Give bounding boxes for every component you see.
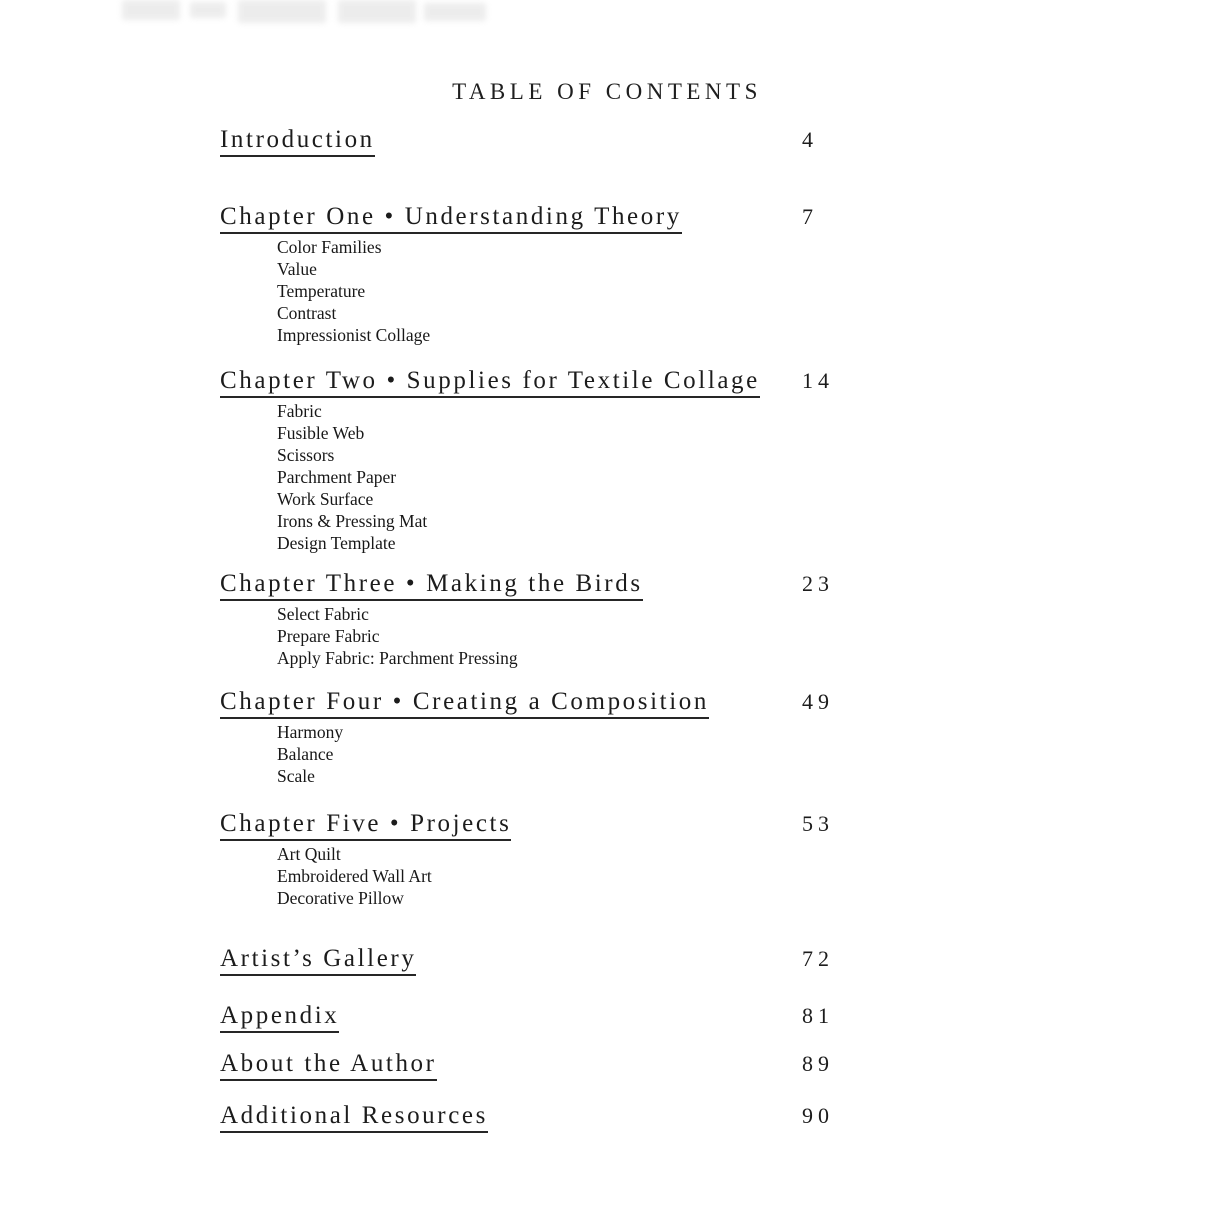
toc-subitem: Value: [277, 259, 317, 279]
toc-subitems-chapter-four: [277, 721, 1214, 787]
toc-subitem: Art Quilt: [277, 844, 341, 864]
toc-entry-page-number: 72: [802, 946, 834, 971]
page-title: TABLE OF CONTENTS: [452, 79, 762, 104]
toc-entry-introduction: [220, 126, 1214, 157]
toc-subitem: Impressionist Collage: [277, 325, 431, 345]
toc-entry-appendix: [220, 1002, 1214, 1033]
toc-subitem: Temperature: [277, 281, 366, 301]
toc-entry-page-number: 49: [802, 689, 834, 714]
toc-entry-label: Artist’s Gallery: [220, 945, 416, 976]
toc-subitem: Balance: [277, 744, 334, 764]
toc-subitems-chapter-two: [277, 400, 1214, 554]
toc-subitem: Scissors: [277, 445, 335, 465]
toc-subitems-chapter-five: [277, 843, 1214, 909]
toc-entry-label: Chapter One • Understanding Theory: [220, 203, 682, 234]
toc-entry-page-number: 89: [802, 1051, 834, 1076]
toc-subitem: Work Surface: [277, 489, 374, 509]
toc-subitem: Irons & Pressing Mat: [277, 511, 428, 531]
toc-entry-label: Appendix: [220, 1002, 339, 1033]
toc-subitem: Color Families: [277, 237, 382, 257]
toc-entry-page-number: 90: [802, 1103, 834, 1128]
toc-entry-page-number: 7: [802, 204, 818, 229]
toc-subitem: Apply Fabric: Parchment Pressing: [277, 648, 518, 668]
toc-entry-label: Additional Resources: [220, 1102, 488, 1133]
toc-entry-page-number: 23: [802, 571, 834, 596]
toc-subitem: Design Template: [277, 533, 396, 553]
toc-subitem: Parchment Paper: [277, 467, 397, 487]
toc-entry-page-number: 4: [802, 127, 818, 152]
toc-subitems-chapter-one: [277, 236, 1214, 346]
toc-subitem: Contrast: [277, 303, 337, 323]
toc-subitem: Decorative Pillow: [277, 888, 404, 908]
toc-entry-label: Chapter Five • Projects: [220, 810, 511, 841]
toc-entry-chapter-two: [220, 367, 1214, 398]
toc-entry-page-number: 53: [802, 811, 834, 836]
toc-subitem: Fabric: [277, 401, 322, 421]
toc-entry-artists-gallery: [220, 945, 1214, 976]
toc-entry-label: Chapter Four • Creating a Composition: [220, 688, 709, 719]
toc-subitems-chapter-three: [277, 603, 1214, 669]
toc-entry-label: Chapter Two • Supplies for Textile Collage: [220, 367, 760, 398]
toc-subitem: Fusible Web: [277, 423, 365, 443]
toc-entry-label: Introduction: [220, 126, 375, 157]
toc-subitem: Prepare Fabric: [277, 626, 380, 646]
toc-entry-chapter-three: [220, 570, 1214, 601]
toc-entry-chapter-one: [220, 203, 1214, 234]
toc-entry-page-number: 14: [802, 368, 834, 393]
toc-subitem: Scale: [277, 766, 315, 786]
toc-entry-chapter-four: [220, 688, 1214, 719]
toc-entry-chapter-five: [220, 810, 1214, 841]
toc-subitem: Embroidered Wall Art: [277, 866, 432, 886]
toc-entry-label: About the Author: [220, 1050, 437, 1081]
toc-entry-about-the-author: [220, 1050, 1214, 1081]
toc-subitem: Select Fabric: [277, 604, 369, 624]
toc-subitem: Harmony: [277, 722, 344, 742]
toc-entry-label: Chapter Three • Making the Birds: [220, 570, 643, 601]
toc-entry-additional-resources: [220, 1102, 1214, 1133]
toc-entry-page-number: 81: [802, 1003, 834, 1028]
